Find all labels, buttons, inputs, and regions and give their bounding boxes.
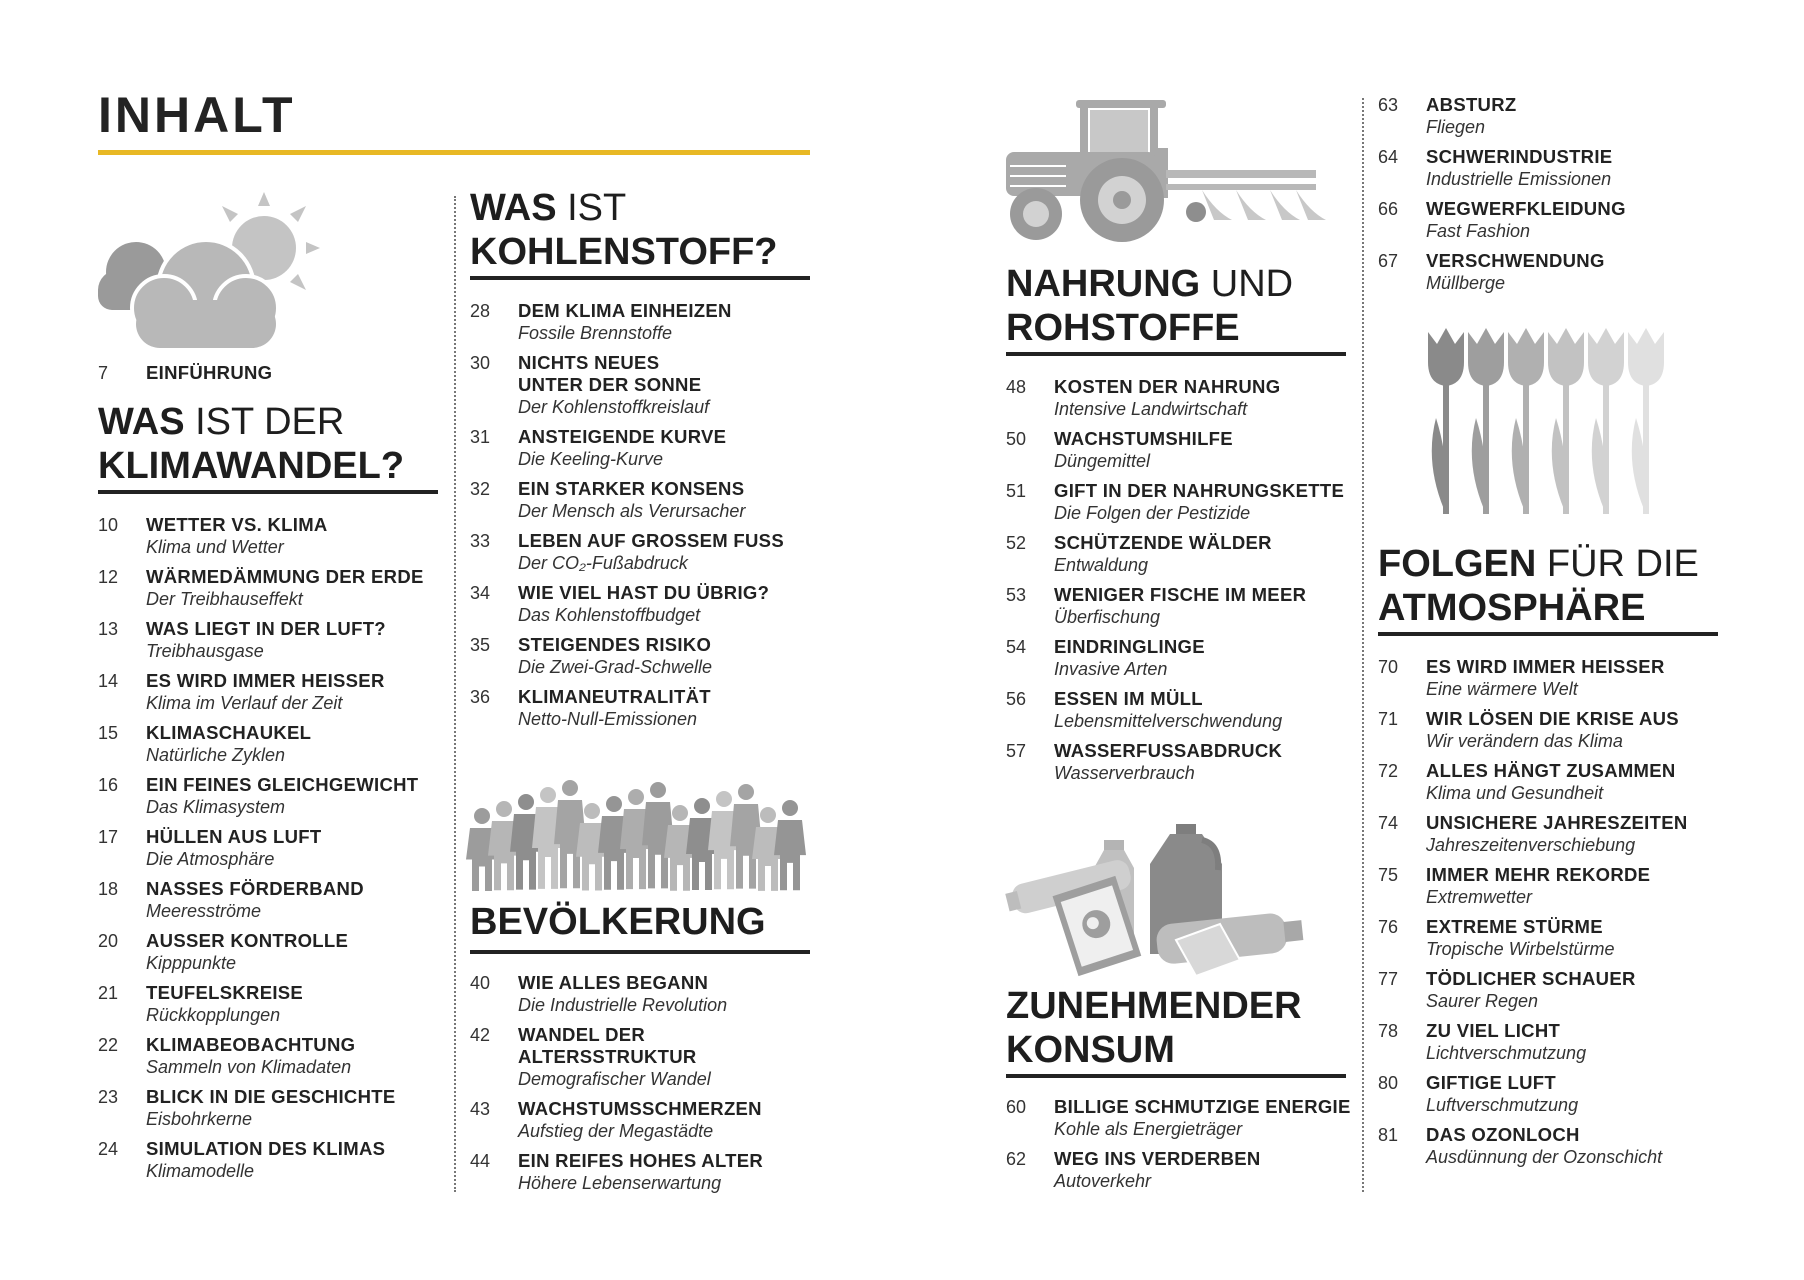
page-number: 33 (470, 531, 491, 551)
page-number: 13 (98, 619, 119, 639)
page-number: 36 (470, 687, 491, 707)
entry-subtitle: Eine wärmere Welt (1426, 679, 1578, 699)
entry-subtitle: Netto-Null-Emissionen (518, 709, 698, 729)
section-heading-klimawandel: WAS IST DER KLIMAWANDEL? (98, 401, 405, 487)
entry-title: ES WIRD IMMER HEISSER (1426, 656, 1665, 677)
tulip-flower (1548, 328, 1584, 514)
entry-title: AUSSER KONTROLLE (146, 930, 349, 951)
page-number: 53 (1006, 585, 1027, 605)
page-number: 78 (1378, 1021, 1399, 1041)
page-number: 60 (1006, 1097, 1027, 1117)
page-number: 30 (470, 353, 491, 373)
entry-title: KLIMABEOBACHTUNG (146, 1034, 356, 1055)
sun-cloud-icon (96, 190, 336, 350)
page-number: 20 (98, 931, 119, 951)
section-heading-atmosphaere: FOLGEN FÜR DIE ATMOSPHÄRE (1378, 543, 1699, 629)
entry-subtitle: Rückkopplungen (146, 1005, 281, 1025)
entry-title: ANSTEIGENDE KURVE (518, 426, 727, 447)
toc-entry[interactable] (1378, 812, 1708, 856)
page-number: 70 (1378, 657, 1399, 677)
entry-title: WÄRMEDÄMMUNG DER ERDE (146, 566, 424, 587)
entry-subtitle: Die Atmosphäre (146, 849, 275, 869)
entry-title: TEUFELSKREISE (146, 982, 304, 1003)
entry-subtitle: Das Kohlenstoffbudget (518, 605, 701, 625)
page-number: 56 (1006, 689, 1027, 709)
crowd-icon (470, 766, 810, 878)
section-heading-nahrung: NAHRUNG UND ROHSTOFFE (1006, 263, 1294, 349)
page-number: 63 (1378, 95, 1399, 115)
entry-title: ALLES HÄNGT ZUSAMMEN (1426, 760, 1676, 781)
entry-title: NASSES FÖRDERBAND (146, 878, 364, 899)
entry-title: SIMULATION DES KLIMAS (146, 1138, 386, 1159)
entry-title: GIFTIGE LUFT (1426, 1072, 1557, 1093)
toc-entry[interactable] (1378, 656, 1708, 700)
entry-subtitle: Überfischung (1054, 607, 1161, 627)
toc-list-nahrung (1006, 376, 1356, 792)
column-divider (1362, 98, 1364, 1192)
toc-entry[interactable] (470, 582, 810, 626)
page-title: INHALT (98, 87, 296, 143)
toc-entry[interactable] (1006, 532, 1356, 576)
entry-title: DEM KLIMA EINHEIZEN (518, 300, 732, 321)
toc-entry[interactable] (470, 352, 810, 418)
column-divider (454, 196, 456, 1192)
entry-subtitle: Die Industrielle Revolution (518, 995, 728, 1015)
toc-entry[interactable] (98, 1086, 448, 1130)
entry-title: WAS LIEGT IN DER LUFT? (146, 618, 386, 639)
toc-entry[interactable] (470, 426, 810, 470)
entry-subtitle: Höhere Lebenserwartung (518, 1173, 722, 1193)
entry-title: SCHÜTZENDE WÄLDER (1054, 532, 1272, 553)
entry-subtitle: Eisbohrkerne (146, 1109, 253, 1129)
toc-entry[interactable] (1006, 1096, 1356, 1140)
entry-subtitle: Meeresströme (146, 901, 262, 921)
entry-title: WACHSTUMSHILFE (1054, 428, 1233, 449)
toc-entry[interactable] (98, 878, 448, 922)
section-rule (1006, 352, 1346, 356)
entry-subtitle: Fossile Brennstoffe (518, 323, 673, 343)
entry-subtitle: Tropische Wirbelstürme (1426, 939, 1615, 959)
page-number: 7 (98, 363, 109, 383)
entry-subtitle: Der Kohlenstoffkreislauf (518, 397, 710, 417)
toc-entry[interactable] (1378, 864, 1708, 908)
page-number: 32 (470, 479, 491, 499)
entry-subtitle: Lebensmittelverschwendung (1054, 711, 1283, 731)
page-number: 14 (98, 671, 119, 691)
toc-entry[interactable] (470, 972, 810, 1016)
section-heading-konsum: ZUNEHMENDER KONSUM (1006, 985, 1302, 1071)
entry-title: KLIMANEUTRALITÄT (518, 686, 711, 707)
toc-entry[interactable] (470, 530, 810, 574)
section-rule (1378, 632, 1718, 636)
entry-title: IMMER MEHR REKORDE (1426, 864, 1651, 885)
entry-subtitle: Extremwetter (1426, 887, 1533, 907)
entry-subtitle: Ausdünnung der Ozonschicht (1426, 1147, 1663, 1167)
entry-title: KLIMASCHAUKEL (146, 722, 312, 743)
page-number: 57 (1006, 741, 1027, 761)
section-rule (1006, 1074, 1346, 1078)
toc-entry[interactable] (1006, 636, 1356, 680)
page-number: 64 (1378, 147, 1399, 167)
entry-subtitle: Fast Fashion (1426, 221, 1531, 241)
entry-subtitle: Sammeln von Klimadaten (146, 1057, 352, 1077)
entry-title: WETTER VS. KLIMA (146, 514, 328, 535)
toc-entry[interactable] (98, 618, 448, 662)
entry-title: EIN FEINES GLEICHGEWICHT (146, 774, 419, 795)
page-number: 67 (1378, 251, 1399, 271)
entry-subtitle: Klima im Verlauf der Zeit (146, 693, 343, 713)
title-underline (98, 150, 810, 155)
toc-entry[interactable] (1378, 146, 1698, 190)
section-rule (470, 276, 810, 280)
page-number: 23 (98, 1087, 119, 1107)
entry-subtitle: Wasserverbrauch (1054, 763, 1195, 783)
waste-bottles-icon (1006, 820, 1326, 972)
entry-title: EXTREME STÜRME (1426, 916, 1603, 937)
entry-title: WIE VIEL HAST DU ÜBRIG? (518, 582, 770, 603)
page-number: 24 (98, 1139, 119, 1159)
page-number: 16 (98, 775, 119, 795)
page-number: 51 (1006, 481, 1027, 501)
page-number: 77 (1378, 969, 1399, 989)
entry-title: DAS OZONLOCH (1426, 1124, 1580, 1145)
toc-entry[interactable] (470, 634, 810, 678)
toc-entry[interactable] (98, 722, 448, 766)
tulip-flower (1628, 328, 1664, 514)
page-number: 17 (98, 827, 119, 847)
entry-subtitle: Treibhausgase (146, 641, 264, 661)
page-number: 10 (98, 515, 119, 535)
page-number: 43 (470, 1099, 491, 1119)
entry-subtitle: Intensive Landwirtschaft (1054, 399, 1248, 419)
page-number: 15 (98, 723, 119, 743)
entry-title: VERSCHWENDUNG (1426, 250, 1605, 271)
entry-subtitle: Jahreszeitenverschiebung (1426, 835, 1636, 855)
page-number: 18 (98, 879, 119, 899)
entry-subtitle: Der Mensch als Verursacher (518, 501, 746, 521)
toc-list-konsum-continued (1378, 94, 1698, 302)
entry-title: LEBEN AUF GROSSEM FUSS (518, 530, 784, 551)
toc-entry[interactable] (1378, 1020, 1708, 1064)
entry-subtitle: Klima und Gesundheit (1426, 783, 1604, 803)
entry-title: WIR LÖSEN DIE KRISE AUS (1426, 708, 1679, 729)
toc-list-konsum (1006, 1096, 1356, 1200)
entry-title: WACHSTUMSSCHMERZEN (518, 1098, 762, 1119)
entry-subtitle: Autoverkehr (1054, 1171, 1152, 1191)
tulips-icon (1426, 326, 1676, 516)
page-number: 28 (470, 301, 491, 321)
entry-subtitle: Klimamodelle (146, 1161, 255, 1181)
entry-title: GIFT IN DER NAHRUNGSKETTE (1054, 480, 1345, 501)
section-heading-bevoelkerung: BEVÖLKERUNG (470, 901, 766, 943)
entry-title: TÖDLICHER SCHAUER (1426, 968, 1636, 989)
page-number: 54 (1006, 637, 1027, 657)
page-number: 12 (98, 567, 119, 587)
section-rule (470, 950, 810, 954)
toc-entry[interactable] (1378, 250, 1698, 294)
entry-subtitle: Die Keeling-Kurve (518, 449, 664, 469)
entry-title: ZU VIEL LICHT (1426, 1020, 1561, 1041)
entry-title: WENIGER FISCHE IM MEER (1054, 584, 1307, 605)
tulip-flower (1468, 328, 1504, 514)
toc-entry[interactable] (470, 1098, 810, 1142)
page-number: 81 (1378, 1125, 1399, 1145)
entry-subtitle: Düngemittel (1054, 451, 1151, 471)
toc-entry[interactable] (98, 982, 448, 1026)
toc-entry[interactable] (470, 1024, 810, 1090)
page-number: 76 (1378, 917, 1399, 937)
toc-entry[interactable] (1006, 428, 1356, 472)
toc-entry[interactable] (470, 1150, 810, 1194)
toc-list-klimawandel (98, 514, 448, 1190)
page-number: 44 (470, 1151, 491, 1171)
entry-subtitle: Entwaldung (1054, 555, 1149, 575)
entry-title: KOSTEN DER NAHRUNG (1054, 376, 1281, 397)
entry-subtitle: Luftverschmutzung (1426, 1095, 1579, 1115)
toc-entry[interactable] (98, 774, 448, 818)
toc-entry[interactable] (1006, 584, 1356, 628)
page-number: 21 (98, 983, 119, 1003)
page-number: 31 (470, 427, 491, 447)
entry-title: EIN STARKER KONSENS (518, 478, 745, 499)
intro-entry[interactable] (98, 362, 438, 392)
entry-title: ABSTURZ (1426, 94, 1517, 115)
toc-entry[interactable] (1378, 94, 1698, 138)
entry-subtitle: Demografischer Wandel (518, 1069, 711, 1089)
person-figure (774, 800, 806, 890)
page-number: 50 (1006, 429, 1027, 449)
entry-subtitle: Kipppunkte (146, 953, 237, 973)
entry-title: ES WIRD IMMER HEISSER (146, 670, 385, 691)
entry-subtitle: Lichtverschmutzung (1426, 1043, 1587, 1063)
toc-list-bevoelkerung (470, 972, 810, 1202)
entry-title: WANDEL DER (518, 1024, 646, 1045)
toc-entry[interactable] (98, 670, 448, 714)
entry-title: BILLIGE SCHMUTZIGE ENERGIE (1054, 1096, 1351, 1117)
entry-title: WEG INS VERDERBEN (1054, 1148, 1261, 1169)
entry-subtitle: Klima und Wetter (146, 537, 284, 557)
toc-entry[interactable] (98, 566, 448, 610)
toc-entry[interactable] (1006, 740, 1356, 784)
entry-title: WIE ALLES BEGANN (518, 972, 709, 993)
entry-subtitle: Saurer Regen (1426, 991, 1539, 1011)
page-number: 66 (1378, 199, 1399, 219)
section-rule (98, 490, 438, 494)
toc-entry[interactable] (98, 826, 448, 870)
entry-subtitle: Der Treibhauseffekt (146, 589, 303, 609)
toc-entry[interactable] (1378, 916, 1708, 960)
entry-subtitle: Der CO₂-Fußabdruck (518, 553, 688, 573)
entry-title: WASSERFUSSABDRUCK (1054, 740, 1283, 761)
entry-title: SCHWERINDUSTRIE (1426, 146, 1613, 167)
toc-entry[interactable] (1378, 198, 1698, 242)
entry-title: BLICK IN DIE GESCHICHTE (146, 1086, 396, 1107)
toc-entry[interactable] (1006, 1148, 1356, 1192)
entry-subtitle: Kohle als Energieträger (1054, 1119, 1243, 1139)
entry-subtitle: Müllberge (1426, 273, 1506, 293)
page-number: 71 (1378, 709, 1399, 729)
entry-title: NICHTS NEUES (518, 352, 660, 373)
toc-entry[interactable] (1378, 968, 1708, 1012)
entry-subtitle: Das Klimasystem (146, 797, 286, 817)
page-number: 34 (470, 583, 491, 603)
entry-title: ESSEN IM MÜLL (1054, 688, 1203, 709)
page-number: 35 (470, 635, 491, 655)
entry-subtitle: Die Folgen der Pestizide (1054, 503, 1251, 523)
toc-entry[interactable] (98, 1034, 448, 1078)
toc-entry[interactable] (98, 1138, 448, 1182)
toc-entry[interactable] (470, 686, 810, 730)
toc-entry[interactable] (1006, 376, 1356, 420)
toc-list-atmosphaere (1378, 656, 1708, 1176)
page-number: 40 (470, 973, 491, 993)
toc-entry[interactable] (470, 300, 810, 344)
entry-subtitle: Invasive Arten (1054, 659, 1168, 679)
page-number: 72 (1378, 761, 1399, 781)
entry-subtitle: Natürliche Zyklen (146, 745, 286, 765)
tulip-flower (1508, 328, 1544, 514)
page-number: 42 (470, 1025, 491, 1045)
entry-title: STEIGENDES RISIKO (518, 634, 712, 655)
entry-subtitle: Aufstieg der Megastädte (518, 1121, 714, 1141)
entry-subtitle: Wir verändern das Klima (1426, 731, 1623, 751)
toc-entry[interactable] (1378, 1124, 1708, 1168)
page-number: 74 (1378, 813, 1399, 833)
entry-subtitle: Fliegen (1426, 117, 1486, 137)
entry-title: EINFÜHRUNG (146, 362, 273, 383)
toc-entry[interactable] (1378, 708, 1708, 752)
entry-title: EINDRINGLINGE (1054, 636, 1205, 657)
page-number: 62 (1006, 1149, 1027, 1169)
toc-entry[interactable] (98, 930, 448, 974)
entry-subtitle: Industrielle Emissionen (1426, 169, 1612, 189)
page-number: 48 (1006, 377, 1027, 397)
toc-entry[interactable] (1006, 688, 1356, 732)
entry-title-line2: UNTER DER SONNE (518, 374, 702, 395)
page-number: 52 (1006, 533, 1027, 553)
entry-title: UNSICHERE JAHRESZEITEN (1426, 812, 1688, 833)
tractor-icon (1006, 96, 1326, 244)
entry-title: EIN REIFES HOHES ALTER (518, 1150, 764, 1171)
entry-subtitle: Die Zwei-Grad-Schwelle (518, 657, 713, 677)
page-number: 80 (1378, 1073, 1399, 1093)
page-number: 75 (1378, 865, 1399, 885)
toc-entry[interactable] (470, 478, 810, 522)
entry-title: HÜLLEN AUS LUFT (146, 826, 322, 847)
toc-list-kohlenstoff (470, 300, 810, 738)
tulip-flower (1588, 328, 1624, 514)
toc-entry[interactable] (1378, 760, 1708, 804)
section-heading-kohlenstoff: WAS IST KOHLENSTOFF? (470, 187, 778, 273)
toc-entry[interactable] (1006, 480, 1356, 524)
tulip-flower (1428, 328, 1464, 514)
entry-title: WEGWERFKLEIDUNG (1426, 198, 1626, 219)
toc-entry[interactable] (1378, 1072, 1708, 1116)
toc-entry[interactable] (98, 514, 448, 558)
page-number: 22 (98, 1035, 119, 1055)
entry-title-line2: ALTERSSTRUKTUR (518, 1046, 697, 1067)
